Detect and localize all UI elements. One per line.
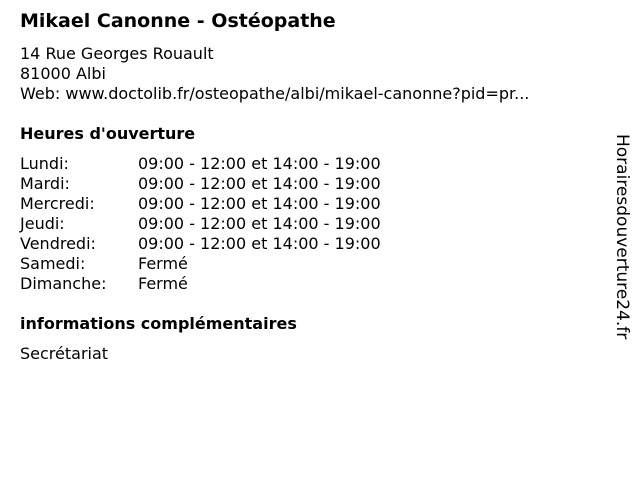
additional-info-heading: informations complémentaires <box>20 314 297 333</box>
address-block <box>20 44 529 104</box>
business-name: Mikael Canonne - Ostéopathe <box>20 10 336 32</box>
website[interactable]: Web: www.doctolib.fr/osteopathe/albi/mikael-canonne?pid=pr... <box>20 84 530 103</box>
day-label: Mercredi: <box>20 194 95 213</box>
hours-value: 09:00 - 12:00 et 14:00 - 19:00 <box>138 214 381 233</box>
day-label: Mardi: <box>20 174 70 193</box>
hours-value: 09:00 - 12:00 et 14:00 - 19:00 <box>138 154 381 173</box>
hours-value: 09:00 - 12:00 et 14:00 - 19:00 <box>138 194 381 213</box>
hours-value: 09:00 - 12:00 et 14:00 - 19:00 <box>138 174 381 193</box>
hours-value: Fermé <box>138 274 188 293</box>
hours-value: 09:00 - 12:00 et 14:00 - 19:00 <box>138 234 381 253</box>
day-label: Samedi: <box>20 254 86 273</box>
additional-info-text: Secrétariat <box>20 344 109 363</box>
day-label: Dimanche: <box>20 274 107 293</box>
hours-heading: Heures d'ouverture <box>20 124 196 143</box>
day-label: Lundi: <box>20 154 69 173</box>
street-address: 14 Rue Georges Rouault <box>20 44 214 63</box>
day-label: Jeudi: <box>20 214 65 233</box>
day-label: Vendredi: <box>20 234 96 253</box>
hours-value: Fermé <box>138 254 188 273</box>
city: 81000 Albi <box>20 64 106 83</box>
site-watermark: Horairesdouverture24.fr <box>612 134 632 340</box>
